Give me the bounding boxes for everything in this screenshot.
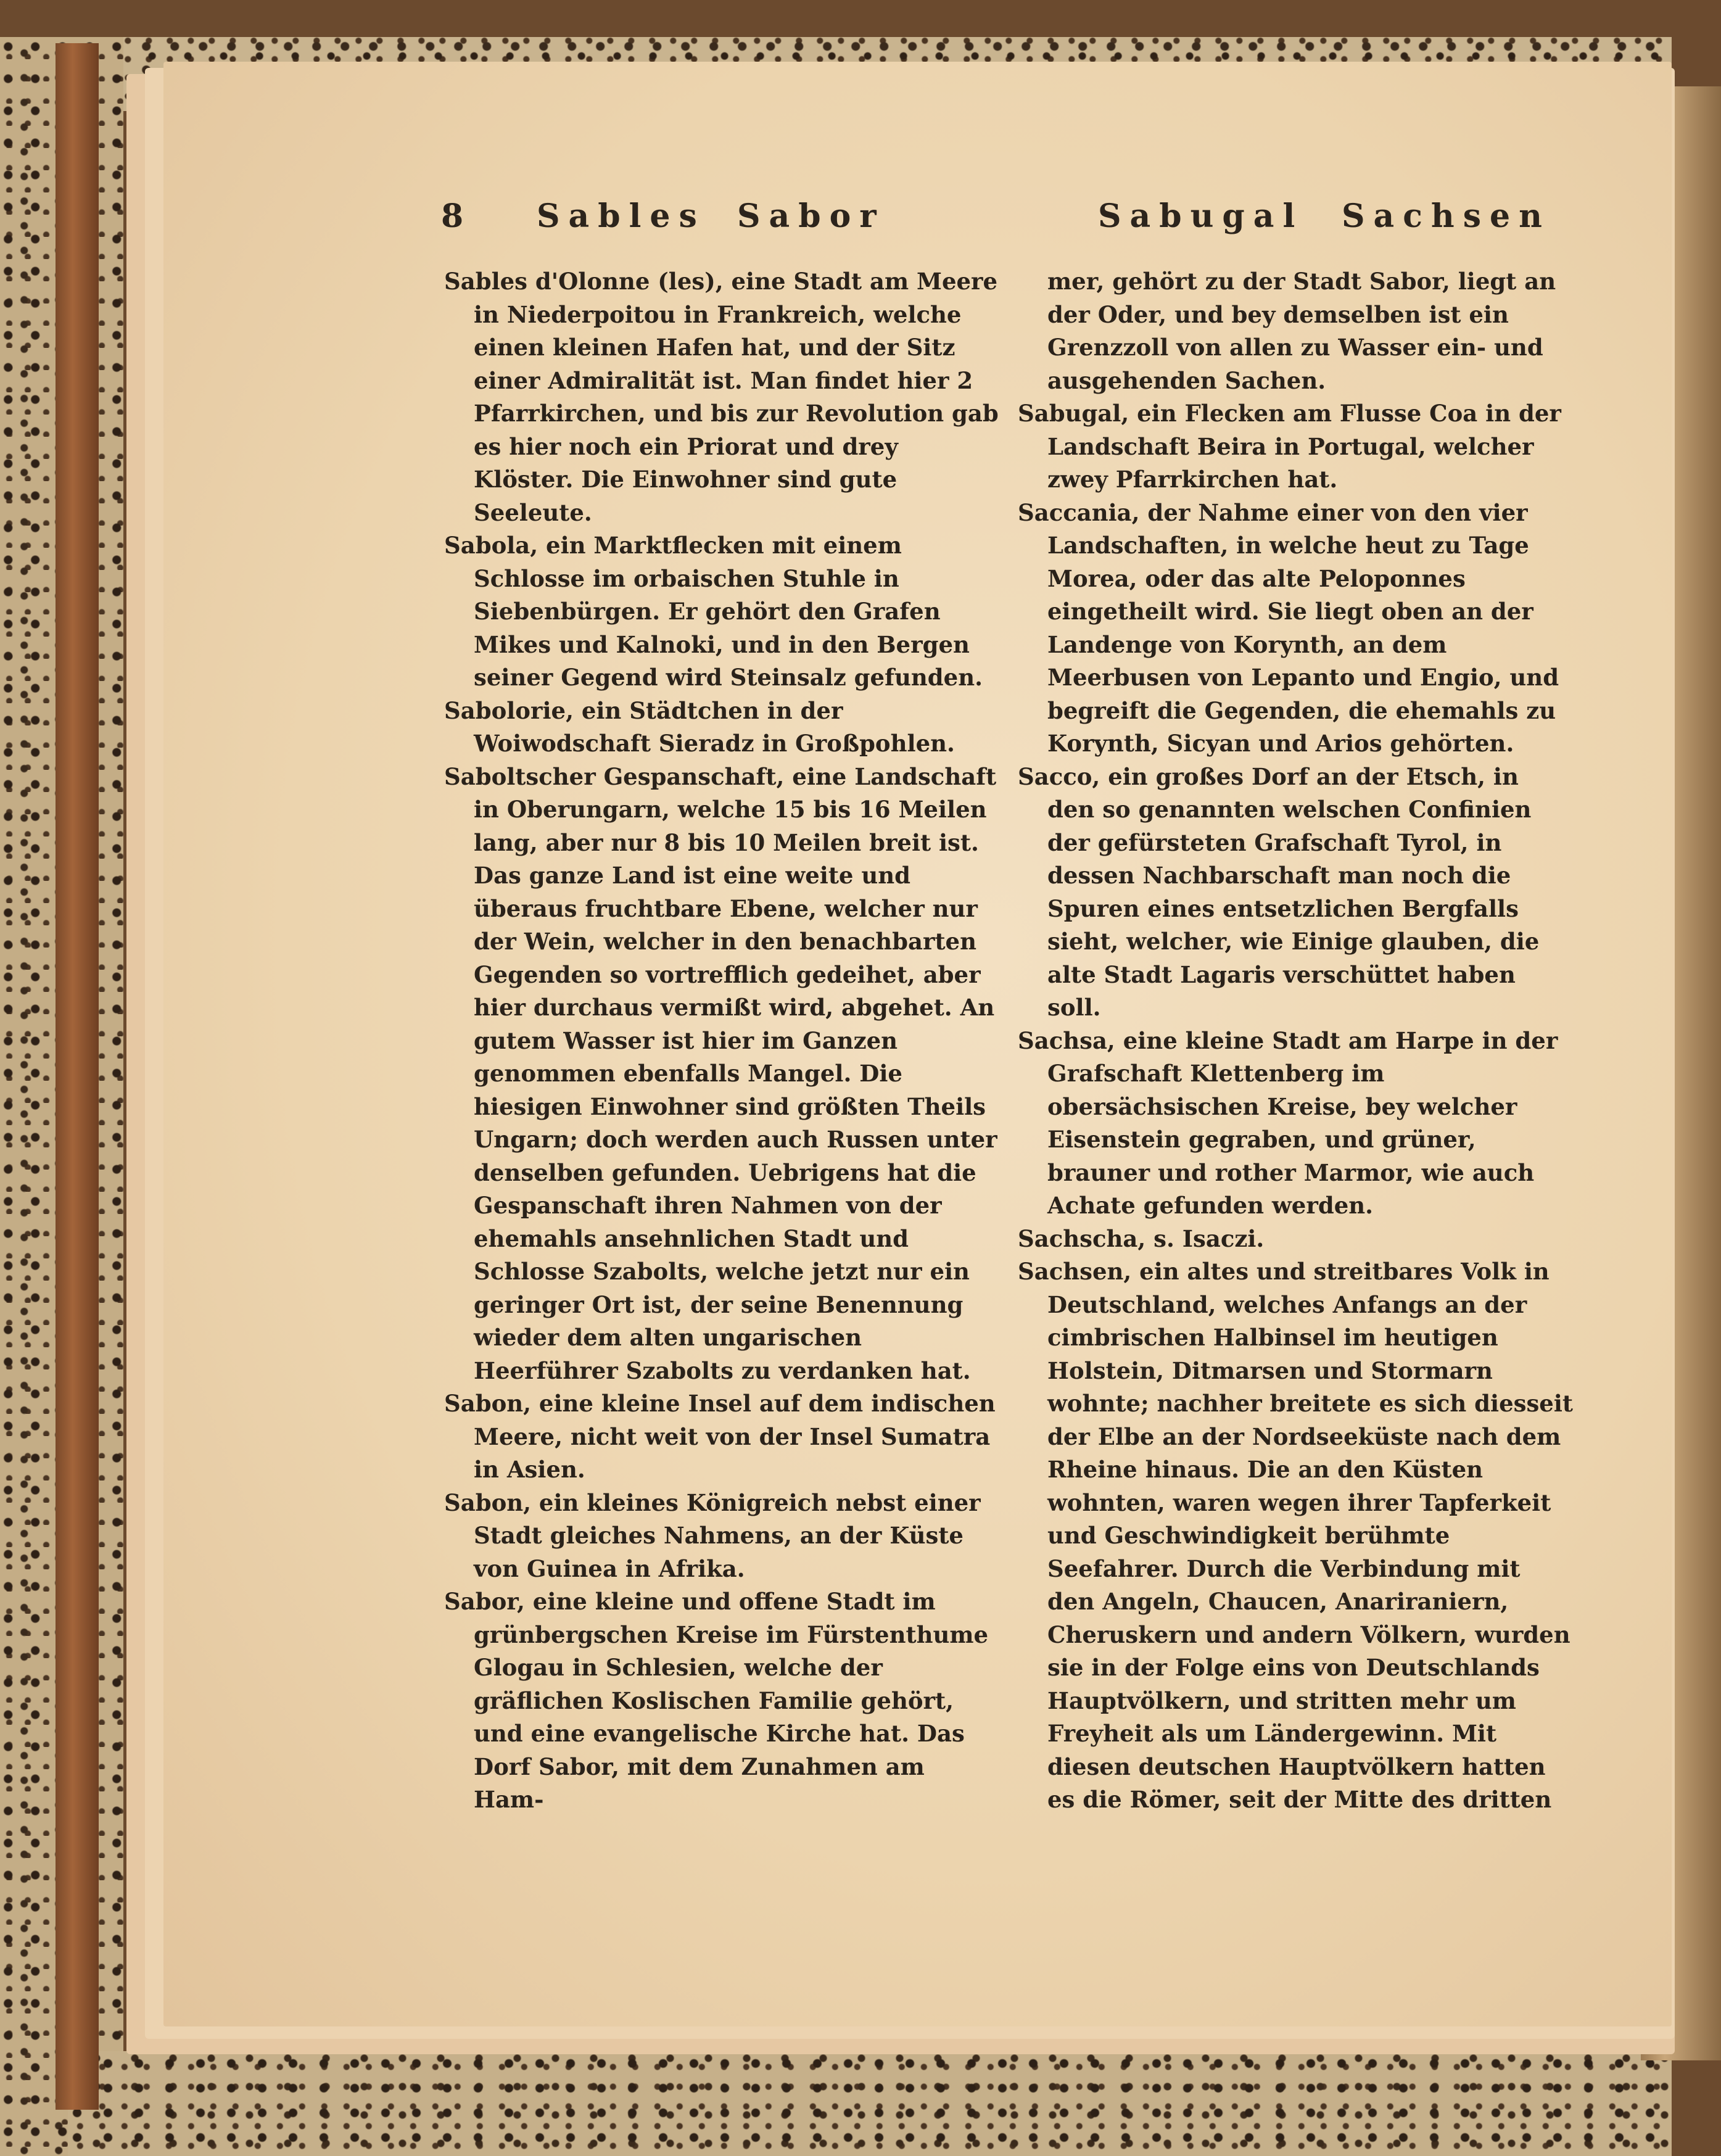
entry-sabugal: Sabugal, ein Flecken am Flusse Coa in der Landschaft Beira in Portugal, welcher zwey Pfarrkirchen hat.	[1018, 400, 1561, 493]
entry-sachscha: Sachscha, s. Isaczi.	[1018, 1225, 1265, 1252]
entry-saccania: Saccania, der Nahme einer von den vier Landschaften, in welche heut zu Tage Morea, oder das alte Peloponnes eingetheilt wird. Sie liegt oben an der Landenge von Korynth, an dem Meerbusen von Lepanto und Engio, und begreift die Gegenden, die ehemahls zu Korynth, Sicyan und Arios gehörten.	[1018, 498, 1559, 757]
leather-spine-edge	[56, 43, 99, 2110]
entry-continuation: mer, gehört zu der Stadt Sabor, liegt an der Oder, und bey demselben ist ein Grenzzoll von allen zu Wasser ein- und ausgehenden Sachen.	[1047, 268, 1556, 394]
head-left-first: Sables	[537, 197, 706, 235]
marbled-cover-bottom	[68, 2051, 1672, 2156]
entry-sabor: Sabor, eine kleine und offene Stadt im grünbergschen Kreise im Fürstenthume Glogau in Schlesien, welche der gräflichen Koslischen Familie gehört, und eine evangelische Kirche hat. Das Dorf Sabor, mit dem Zunahmen am Ham-	[444, 1588, 989, 1813]
entry-sachsen: Sachsen, ein altes und streitbares Volk in Deutschland, welches Anfangs an der cimbrischen Halbinsel im heutigen Holstein, Ditmarsen und Stormarn wohnte; nachher breitete es sich diesseit der Elbe an der Nordseeküste nach dem Rheine hinaus. Die an den Küsten wohnten, waren wegen ihrer Tapferkeit und Geschwindigkeit berühmte Seefahrer. Durch die Verbindung mit den Angeln, Chaucen, Anariraniern, Cheruskern und andern Völkern, wurden sie in der Folge eins von Deutschlands Hauptvölkern, und stritten mehr um Freyheit als um Ländergewinn. Mit diesen deutschen Hauptvölkern hatten es die Römer, seit der Mitte des dritten	[1018, 1258, 1573, 1813]
entry-sabolorie: Sabolorie, ein Städtchen in der Woiwodschaft Sieradz in Großpohlen.	[444, 696, 955, 757]
right-column	[1018, 265, 1573, 1817]
left-column	[444, 265, 999, 1817]
page-number: 8	[441, 197, 473, 235]
entry-sabon-insel: Sabon, eine kleine Insel auf dem indischen Meere, nicht weit von der Insel Sumatra in Asien.	[444, 1390, 996, 1483]
entry-sachsa: Sachsa, eine kleine Stadt am Harpe in der Grafschaft Klettenberg im obersächsischen Kreise, bey welcher Eisenstein gegraben, und grüner, brauner und rother Marmor, wie auch Achate gefunden werden.	[1018, 1026, 1558, 1219]
entry-sacco: Sacco, ein großes Dorf an der Etsch, in den so genannten welschen Confinien der gefürsteten Grafschaft Tyrol, in dessen Nachbarschaft man noch die Spuren eines entsetzlichen Bergfalls sieht, welcher, wie Einige glauben, die alte Stadt Lagaris verschüttet haben soll.	[1018, 762, 1540, 1021]
entry-sables: Sables d'Olonne (les), eine Stadt am Meere in Niederpoitou in Frankreich, welche einen kleinen Hafen hat, und der Sitz einer Admiralität ist. Man findet hier 2 Pfarrkirchen, und bis zur Revolution gab es hier noch ein Priorat und drey Klöster. Die Einwohner sind gute Seeleute.	[444, 268, 999, 526]
entry-sabon-koenigreich: Sabon, ein kleines Königreich nebst einer Stadt gleiches Nahmens, an der Küste von Guinea in Afrika.	[444, 1489, 981, 1582]
head-left-last: Sabor	[737, 197, 885, 235]
entry-saboltscher: Saboltscher Gespanschaft, eine Landschaft in Oberungarn, welche 15 bis 16 Meilen lang, aber nur 8 bis 10 Meilen breit ist. Das ganze Land ist eine weite und überaus fruchtbare Ebene, welcher nur der Wein, welcher in den benachbarten Gegenden so vortrefflich gedeihet, aber hier durchaus vermißt wird, abgehet. An gutem Wasser ist hier im Ganzen genommen ebenfalls Mangel. Die hiesigen Einwohner sind größten Theils Ungarn; doch werden auch Russen unter denselben gefunden. Uebrigens hat die Gespanschaft ihren Nahmen von der ehemahls ansehnlichen Stadt und Schlosse Szabolts, welche jetzt nur ein geringer Ort ist, der seine Benennung wieder dem alten ungarischen Heerführer Szabolts zu verdanken hat.	[444, 762, 997, 1384]
head-right-first: Sabugal	[1098, 197, 1304, 235]
head-right-last: Sachsen	[1342, 197, 1551, 235]
running-head	[0, 197, 1721, 253]
entry-sabola: Sabola, ein Marktflecken mit einem Schlosse im orbaischen Stuhle in Siebenbürgen. Er gehört den Grafen Mikes und Kalnoki, und in den Bergen seiner Gegend wird Steinsalz gefunden.	[444, 532, 983, 691]
